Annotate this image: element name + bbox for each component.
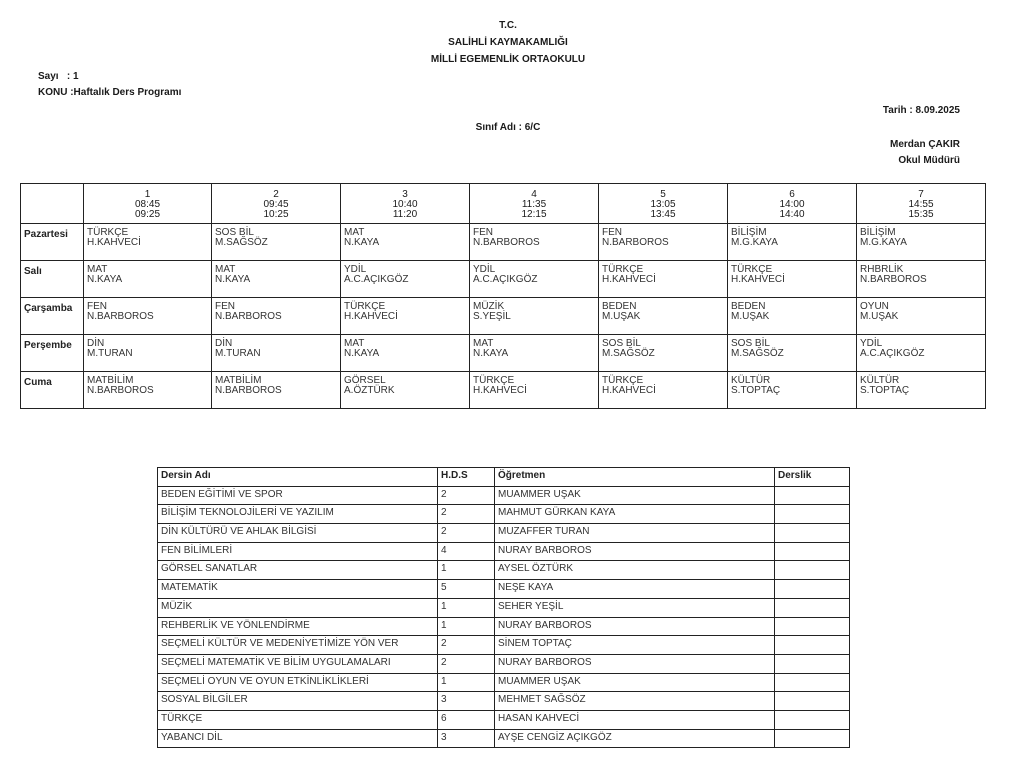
document-subject: KONU :Haftalık Ders Programı bbox=[38, 87, 182, 98]
lesson-subject: SOS BİL bbox=[602, 338, 641, 349]
lesson-cell bbox=[84, 298, 212, 335]
lesson-cell bbox=[84, 224, 212, 261]
principal-title: Okul Müdürü bbox=[898, 155, 960, 166]
period-end: 10:25 bbox=[263, 209, 289, 220]
schedule-row bbox=[21, 298, 986, 335]
classroom bbox=[775, 673, 850, 692]
lesson-subject: YDİL bbox=[344, 264, 367, 275]
lesson-cell bbox=[728, 298, 857, 335]
lesson-teacher: N.BARBOROS bbox=[215, 385, 282, 396]
classroom bbox=[775, 598, 850, 617]
course-row bbox=[158, 486, 850, 505]
weekly-hours: 1 bbox=[438, 598, 495, 617]
course-name: SEÇMELİ OYUN VE OYUN ETKİNLİKLİKLERİ bbox=[158, 673, 438, 692]
lesson-cell bbox=[857, 261, 986, 298]
period-header bbox=[728, 184, 857, 224]
weekly-hours: 6 bbox=[438, 710, 495, 729]
lesson-teacher: H.KAHVECİ bbox=[87, 237, 141, 248]
header-district: SALİHLİ KAYMAKAMLIĞI bbox=[448, 37, 568, 48]
teacher-name: AYSEL ÖZTÜRK bbox=[495, 561, 775, 580]
lesson-cell bbox=[857, 372, 986, 409]
period-end: 12:15 bbox=[521, 209, 547, 220]
lesson-teacher: H.KAHVECİ bbox=[602, 274, 656, 285]
lesson-teacher: A.C.AÇIKGÖZ bbox=[860, 348, 925, 359]
course-row bbox=[158, 561, 850, 580]
lesson-teacher: M.UŞAK bbox=[602, 311, 641, 322]
lesson-subject: SOS BİL bbox=[215, 227, 254, 238]
period-start: 14:00 bbox=[779, 199, 805, 210]
period-end: 11:20 bbox=[392, 209, 418, 220]
lesson-cell bbox=[857, 335, 986, 372]
classroom bbox=[775, 524, 850, 543]
course-row bbox=[158, 636, 850, 655]
course-header-row bbox=[158, 468, 850, 487]
lesson-teacher: H.KAHVECİ bbox=[344, 311, 398, 322]
header-school: MİLLİ EGEMENLİK ORTAOKULU bbox=[430, 54, 586, 65]
classroom bbox=[775, 561, 850, 580]
lesson-subject: FEN bbox=[473, 227, 493, 238]
lesson-subject: GÖRSEL bbox=[344, 375, 386, 386]
course-row bbox=[158, 542, 850, 561]
lesson-cell bbox=[212, 335, 341, 372]
lesson-subject: MAT bbox=[215, 264, 236, 275]
classroom bbox=[775, 710, 850, 729]
lesson-cell bbox=[212, 372, 341, 409]
lesson-teacher: N.KAYA bbox=[215, 274, 251, 285]
document-date: Tarih : 8.09.2025 bbox=[882, 105, 960, 116]
period-end: 09:25 bbox=[134, 209, 161, 220]
lesson-subject: MÜZİK bbox=[473, 301, 505, 312]
course-name: TÜRKÇE bbox=[158, 710, 438, 729]
teacher-name: SİNEM TOPTAÇ bbox=[495, 636, 775, 655]
course-name: REHBERLİK VE YÖNLENDİRME bbox=[158, 617, 438, 636]
weekly-hours: 2 bbox=[438, 636, 495, 655]
classroom bbox=[775, 636, 850, 655]
period-number: 4 bbox=[531, 189, 537, 200]
period-number: 1 bbox=[144, 189, 151, 200]
lesson-teacher: M.TURAN bbox=[87, 348, 133, 359]
day-label: Çarşamba bbox=[21, 298, 84, 335]
col-classroom: Derslik bbox=[775, 468, 850, 487]
lesson-teacher: A.ÖZTÜRK bbox=[344, 385, 395, 396]
lesson-teacher: N.KAYA bbox=[344, 348, 380, 359]
course-row bbox=[158, 673, 850, 692]
lesson-teacher: M.SAĞSÖZ bbox=[215, 237, 268, 248]
weekly-hours: 3 bbox=[438, 729, 495, 748]
course-body bbox=[158, 486, 850, 748]
lesson-subject: YDİL bbox=[860, 338, 883, 349]
period-header bbox=[212, 184, 341, 224]
period-start: 09:45 bbox=[263, 199, 289, 210]
lesson-cell bbox=[212, 298, 341, 335]
lesson-subject: DİN bbox=[215, 338, 233, 349]
lesson-cell bbox=[341, 335, 470, 372]
lesson-subject: TÜRKÇE bbox=[87, 227, 129, 238]
lesson-teacher: H.KAHVECİ bbox=[473, 385, 527, 396]
lesson-cell bbox=[470, 261, 599, 298]
lesson-teacher: N.BARBOROS bbox=[87, 311, 154, 322]
classroom bbox=[775, 505, 850, 524]
lesson-subject: MAT bbox=[344, 227, 365, 238]
lesson-subject: BEDEN bbox=[731, 301, 766, 312]
classroom bbox=[775, 542, 850, 561]
lesson-cell bbox=[212, 261, 341, 298]
weekly-hours: 2 bbox=[438, 505, 495, 524]
weekly-hours: 4 bbox=[438, 542, 495, 561]
period-number: 5 bbox=[660, 189, 666, 200]
period-number: 2 bbox=[273, 189, 279, 200]
day-label: Cuma bbox=[21, 372, 84, 409]
lesson-cell bbox=[728, 224, 857, 261]
teacher-name: NURAY BARBOROS bbox=[495, 654, 775, 673]
period-start: 14:55 bbox=[908, 199, 934, 210]
period-number: 3 bbox=[402, 189, 408, 200]
lesson-cell bbox=[341, 372, 470, 409]
lesson-teacher: M.UŞAK bbox=[731, 311, 770, 322]
weekly-hours: 1 bbox=[438, 673, 495, 692]
course-name: MÜZİK bbox=[158, 598, 438, 617]
lesson-teacher: N.KAYA bbox=[87, 274, 123, 285]
lesson-teacher: M.G.KAYA bbox=[731, 237, 778, 248]
teacher-name: NURAY BARBOROS bbox=[495, 542, 775, 561]
schedule-body bbox=[21, 224, 986, 409]
lesson-subject: DİN bbox=[87, 338, 105, 349]
weekly-hours: 2 bbox=[438, 654, 495, 673]
lesson-subject: TÜRKÇE bbox=[473, 375, 515, 386]
lesson-teacher: M.TURAN bbox=[215, 348, 261, 359]
lesson-subject: TÜRKÇE bbox=[344, 301, 386, 312]
lesson-cell bbox=[84, 335, 212, 372]
lesson-subject: MAT bbox=[473, 338, 494, 349]
schedule-row bbox=[21, 261, 986, 298]
lesson-teacher: M.G.KAYA bbox=[860, 237, 907, 248]
lesson-cell bbox=[857, 298, 986, 335]
lesson-subject: FEN bbox=[215, 301, 235, 312]
class-name: Sınıf Adı : 6/C bbox=[475, 122, 541, 133]
course-name: BİLİŞİM TEKNOLOJİLERİ VE YAZILIM bbox=[158, 505, 438, 524]
lesson-teacher: A.C.AÇIKGÖZ bbox=[473, 274, 538, 285]
period-header bbox=[857, 184, 986, 224]
teacher-name: AYŞE CENGİZ AÇIKGÖZ bbox=[495, 729, 775, 748]
lesson-cell bbox=[599, 372, 728, 409]
col-weekly-hours: H.D.S bbox=[438, 468, 495, 487]
lesson-teacher: N.BARBOROS bbox=[215, 311, 282, 322]
lesson-subject: MAT bbox=[87, 264, 108, 275]
lesson-subject: TÜRKÇE bbox=[602, 375, 644, 386]
weekly-hours: 3 bbox=[438, 692, 495, 711]
course-row bbox=[158, 505, 850, 524]
day-label: Pazartesi bbox=[21, 224, 84, 261]
course-row bbox=[158, 580, 850, 599]
teacher-name: SEHER YEŞİL bbox=[495, 598, 775, 617]
period-header bbox=[470, 184, 599, 224]
lesson-subject: TÜRKÇE bbox=[731, 264, 773, 275]
corner-cell bbox=[21, 184, 84, 224]
col-teacher: Öğretmen bbox=[495, 468, 775, 487]
lesson-subject: MAT bbox=[344, 338, 365, 349]
classroom bbox=[775, 654, 850, 673]
lesson-teacher: A.C.AÇIKGÖZ bbox=[344, 274, 409, 285]
day-label: Salı bbox=[21, 261, 84, 298]
course-row bbox=[158, 692, 850, 711]
lesson-cell bbox=[599, 261, 728, 298]
period-start: 11:35 bbox=[521, 199, 547, 210]
course-row bbox=[158, 598, 850, 617]
course-row bbox=[158, 729, 850, 748]
classroom bbox=[775, 617, 850, 636]
schedule-row bbox=[21, 372, 986, 409]
lesson-subject: FEN bbox=[87, 301, 107, 312]
lesson-teacher: N.BARBOROS bbox=[860, 274, 927, 285]
teacher-name: NURAY BARBOROS bbox=[495, 617, 775, 636]
lesson-cell bbox=[599, 335, 728, 372]
period-start: 10:40 bbox=[392, 199, 418, 210]
course-name: SEÇMELİ KÜLTÜR VE MEDENİYETİMİZE YÖN VER bbox=[158, 636, 438, 655]
course-name: SOSYAL BİLGİLER bbox=[158, 692, 438, 711]
lesson-subject: YDİL bbox=[473, 264, 496, 275]
period-header bbox=[84, 184, 212, 224]
lesson-cell bbox=[341, 298, 470, 335]
lesson-cell bbox=[599, 224, 728, 261]
lesson-teacher: N.BARBOROS bbox=[87, 385, 154, 396]
lesson-subject: FEN bbox=[602, 227, 622, 238]
period-end: 13:45 bbox=[650, 209, 676, 220]
lesson-subject: BİLİŞİM bbox=[731, 227, 767, 238]
teacher-name: NEŞE KAYA bbox=[495, 580, 775, 599]
lesson-subject: KÜLTÜR bbox=[860, 375, 900, 386]
lesson-teacher: S.TOPTAÇ bbox=[860, 385, 910, 396]
lesson-cell bbox=[84, 261, 212, 298]
classroom bbox=[775, 729, 850, 748]
lesson-cell bbox=[84, 372, 212, 409]
period-end: 14:40 bbox=[779, 209, 805, 220]
lesson-teacher: S.YEŞİL bbox=[473, 311, 511, 322]
lesson-teacher: N.BARBOROS bbox=[473, 237, 540, 248]
weekly-hours: 2 bbox=[438, 486, 495, 505]
teacher-name: MUAMMER UŞAK bbox=[495, 486, 775, 505]
lesson-cell bbox=[470, 224, 599, 261]
course-name: MATEMATİK bbox=[158, 580, 438, 599]
weekly-hours: 1 bbox=[438, 617, 495, 636]
course-name: GÖRSEL SANATLAR bbox=[158, 561, 438, 580]
lesson-teacher: M.SAĞSÖZ bbox=[602, 348, 655, 359]
classroom bbox=[775, 486, 850, 505]
course-list-table bbox=[157, 467, 850, 748]
lesson-subject: RHBRLİK bbox=[860, 264, 904, 275]
course-row bbox=[158, 654, 850, 673]
period-header bbox=[599, 184, 728, 224]
schedule-row bbox=[21, 335, 986, 372]
lesson-cell bbox=[728, 335, 857, 372]
lesson-teacher: N.KAYA bbox=[473, 348, 509, 359]
period-number: 7 bbox=[918, 189, 924, 200]
teacher-name: MUZAFFER TURAN bbox=[495, 524, 775, 543]
lesson-subject: BEDEN bbox=[602, 301, 637, 312]
weekly-hours: 5 bbox=[438, 580, 495, 599]
course-row bbox=[158, 710, 850, 729]
lesson-teacher: N.KAYA bbox=[344, 237, 380, 248]
teacher-name: MUAMMER UŞAK bbox=[495, 673, 775, 692]
lesson-teacher: M.UŞAK bbox=[860, 311, 899, 322]
classroom bbox=[775, 692, 850, 711]
lesson-subject: MATBİLİM bbox=[215, 375, 262, 386]
lesson-cell bbox=[470, 335, 599, 372]
col-course-name: Dersin Adı bbox=[158, 468, 438, 487]
lesson-cell bbox=[212, 224, 341, 261]
classroom bbox=[775, 580, 850, 599]
lesson-teacher: H.KAHVECİ bbox=[731, 274, 785, 285]
header-tc: T.C. bbox=[499, 20, 517, 31]
lesson-subject: TÜRKÇE bbox=[602, 264, 644, 275]
lesson-teacher: N.BARBOROS bbox=[602, 237, 669, 248]
course-name: YABANCI DİL bbox=[158, 729, 438, 748]
lesson-cell bbox=[470, 298, 599, 335]
course-name: BEDEN EĞİTİMİ VE SPOR bbox=[158, 486, 438, 505]
lesson-subject: MATBİLİM bbox=[87, 375, 134, 386]
lesson-cell bbox=[728, 372, 857, 409]
period-header bbox=[341, 184, 470, 224]
period-start: 13:05 bbox=[650, 199, 676, 210]
course-row bbox=[158, 617, 850, 636]
day-label: Perşembe bbox=[21, 335, 84, 372]
course-row bbox=[158, 524, 850, 543]
schedule-header-row bbox=[21, 184, 986, 224]
document-number: Sayı : 1 bbox=[38, 71, 79, 82]
teacher-name: MEHMET SAĞSÖZ bbox=[495, 692, 775, 711]
teacher-name: MAHMUT GÜRKAN KAYA bbox=[495, 505, 775, 524]
course-name: DİN KÜLTÜRÜ VE AHLAK BİLGİSİ bbox=[158, 524, 438, 543]
weekly-hours: 2 bbox=[438, 524, 495, 543]
lesson-cell bbox=[728, 261, 857, 298]
principal-name: Merdan ÇAKIR bbox=[889, 139, 960, 150]
course-name: SEÇMELİ MATEMATİK VE BİLİM UYGULAMALARI bbox=[158, 654, 438, 673]
lesson-cell bbox=[857, 224, 986, 261]
lesson-cell bbox=[599, 298, 728, 335]
schedule-row bbox=[21, 224, 986, 261]
lesson-teacher: H.KAHVECİ bbox=[602, 385, 656, 396]
weekly-hours: 1 bbox=[438, 561, 495, 580]
lesson-cell bbox=[341, 261, 470, 298]
lesson-subject: SOS BİL bbox=[731, 338, 770, 349]
lesson-subject: KÜLTÜR bbox=[731, 375, 771, 386]
lesson-subject: BİLİŞİM bbox=[860, 227, 896, 238]
lesson-cell bbox=[341, 224, 470, 261]
period-start: 08:45 bbox=[134, 199, 161, 210]
course-name: FEN BİLİMLERİ bbox=[158, 542, 438, 561]
period-end: 15:35 bbox=[908, 209, 934, 220]
period-number: 6 bbox=[789, 189, 795, 200]
lesson-cell bbox=[470, 372, 599, 409]
teacher-name: HASAN KAHVECİ bbox=[495, 710, 775, 729]
lesson-teacher: S.TOPTAÇ bbox=[731, 385, 781, 396]
lesson-subject: OYUN bbox=[860, 301, 889, 312]
weekly-schedule-table bbox=[20, 183, 986, 409]
lesson-teacher: M.SAĞSÖZ bbox=[731, 348, 784, 359]
